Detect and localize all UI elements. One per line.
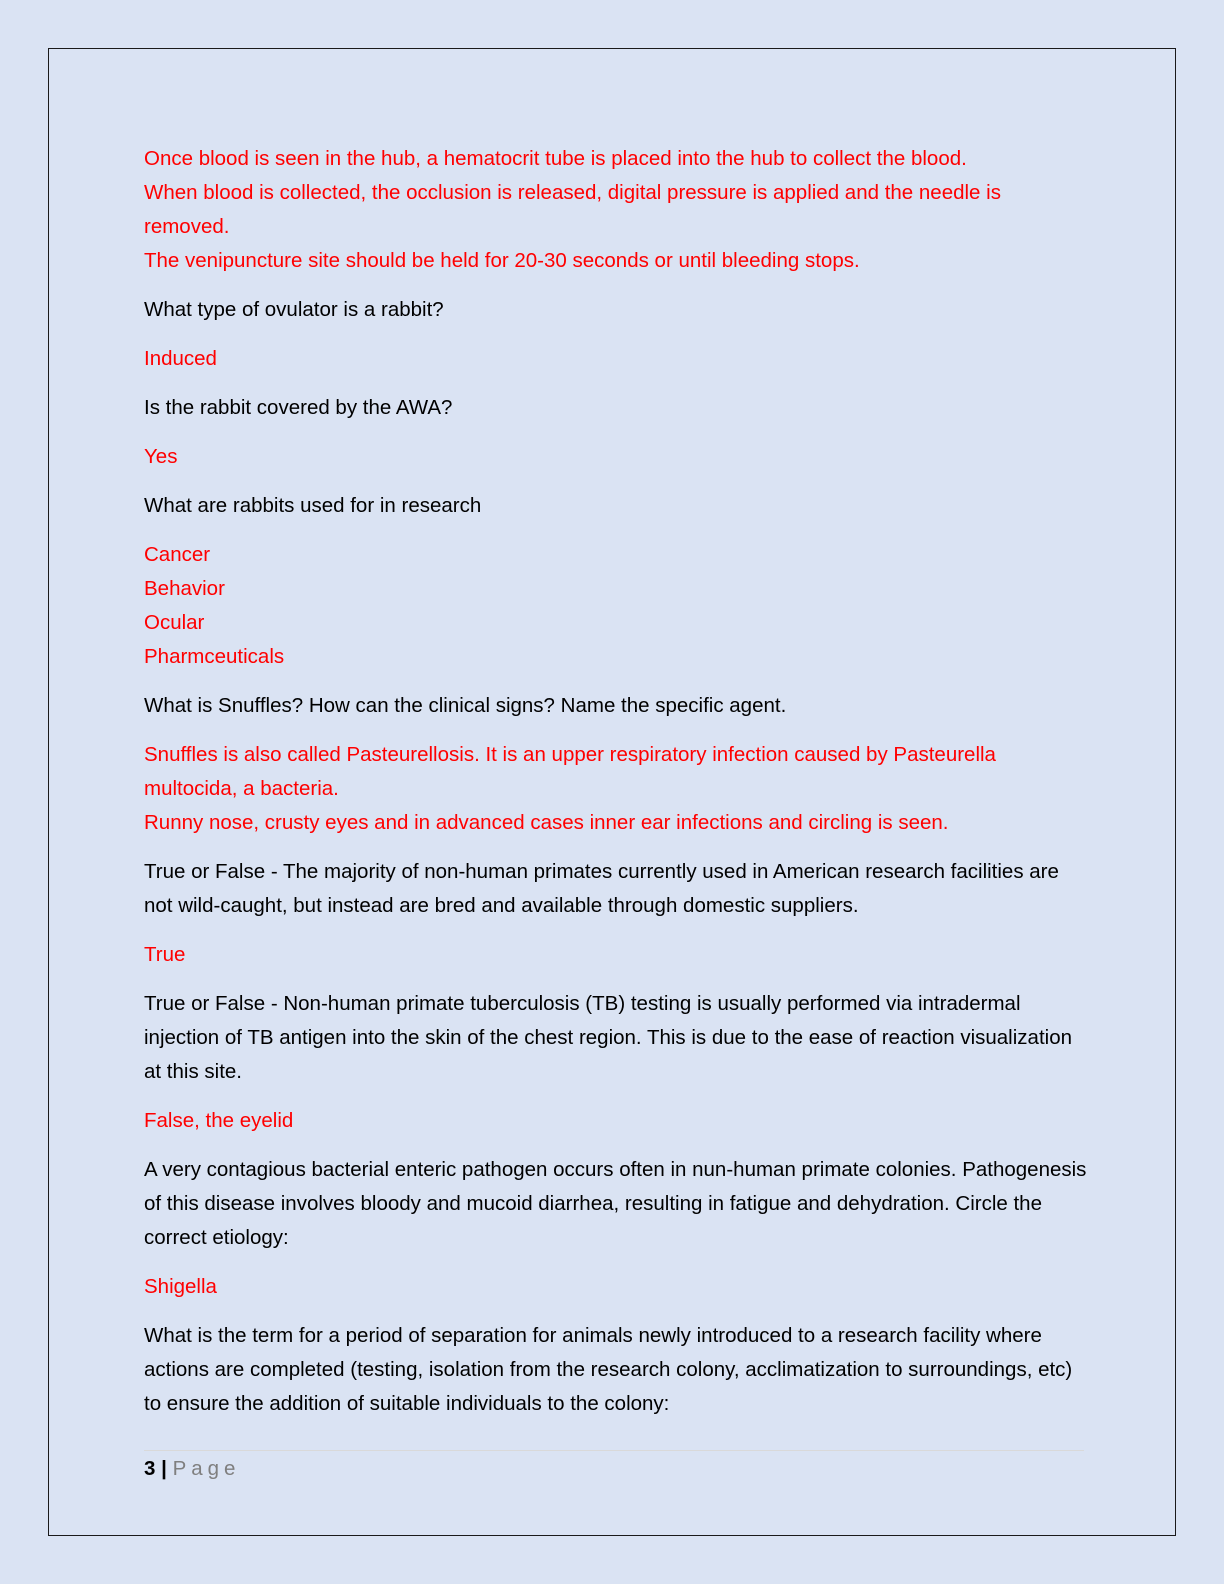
question-paragraph — [144, 489, 1089, 523]
question-paragraph — [144, 689, 1089, 723]
text-line: The venipuncture site should be held for 20-30 seconds or until bleeding stops. — [144, 249, 860, 272]
text-line: Once blood is seen in the hub, a hematocrit tube is placed into the hub to collect the blood. — [144, 147, 967, 170]
question-paragraph — [144, 391, 1089, 425]
text-line: True or False - The majority of non-human primates currently used in American research facilities are not wild-caught, but instead are bred and available through domestic suppliers. — [144, 860, 1059, 917]
document-body — [144, 142, 1089, 1436]
text-line: False, the eyelid — [144, 1109, 294, 1132]
question-paragraph — [144, 987, 1089, 1089]
answer-paragraph — [144, 342, 1089, 376]
page-footer — [144, 1450, 1084, 1483]
question-paragraph — [144, 293, 1089, 327]
text-line: What are rabbits used for in research — [144, 494, 482, 517]
page-number: 3 — [144, 1457, 156, 1480]
answer-paragraph — [144, 142, 1089, 278]
text-line: When blood is collected, the occlusion is released, digital pressure is applied and the needle is removed. — [144, 181, 1001, 238]
answer-paragraph — [144, 738, 1089, 840]
answer-paragraph — [144, 538, 1089, 674]
answer-paragraph — [144, 1270, 1089, 1304]
text-line: What is Snuffles? How can the clinical signs? Name the specific agent. — [144, 694, 787, 717]
answer-paragraph — [144, 440, 1089, 474]
text-line: True — [144, 943, 186, 966]
text-line: Is the rabbit covered by the AWA? — [144, 396, 453, 419]
question-paragraph — [144, 1153, 1089, 1255]
text-line: Pharmceuticals — [144, 645, 285, 668]
text-line: Cancer — [144, 543, 211, 566]
footer-separator: | — [161, 1457, 167, 1480]
page-label: Page — [172, 1457, 241, 1480]
answer-paragraph — [144, 938, 1089, 972]
question-paragraph — [144, 1319, 1089, 1421]
text-line: Behavior — [144, 577, 225, 600]
text-line: Runny nose, crusty eyes and in advanced cases inner ear infections and circling is seen. — [144, 811, 949, 834]
text-line: Induced — [144, 347, 217, 370]
text-line: Snuffles is also called Pasteurellosis. It is an upper respiratory infection caused by Pasteurella multocida, a bacteria. — [144, 743, 996, 800]
text-line: What type of ovulator is a rabbit? — [144, 298, 444, 321]
text-line: Yes — [144, 445, 178, 468]
text-line: Ocular — [144, 611, 205, 634]
text-line: Shigella — [144, 1275, 217, 1298]
text-line: A very contagious bacterial enteric pathogen occurs often in nun-human primate colonies. Pathogenesis of this disease involves bloody and mucoid diarrhea, resulting in fatigue and dehydration. Circle the correct etiology: — [144, 1158, 1087, 1249]
text-line: True or False - Non-human primate tuberculosis (TB) testing is usually performed via intradermal injection of TB antigen into the skin of the chest region. This is due to the ease of reaction visualization at this site. — [144, 992, 1072, 1083]
answer-paragraph — [144, 1104, 1089, 1138]
question-paragraph — [144, 855, 1089, 923]
text-line: What is the term for a period of separation for animals newly introduced to a research facility where actions are completed (testing, isolation from the research colony, acclimatization to surroundings, etc) to ensure the addition of suitable individuals to the colony: — [144, 1324, 1073, 1415]
